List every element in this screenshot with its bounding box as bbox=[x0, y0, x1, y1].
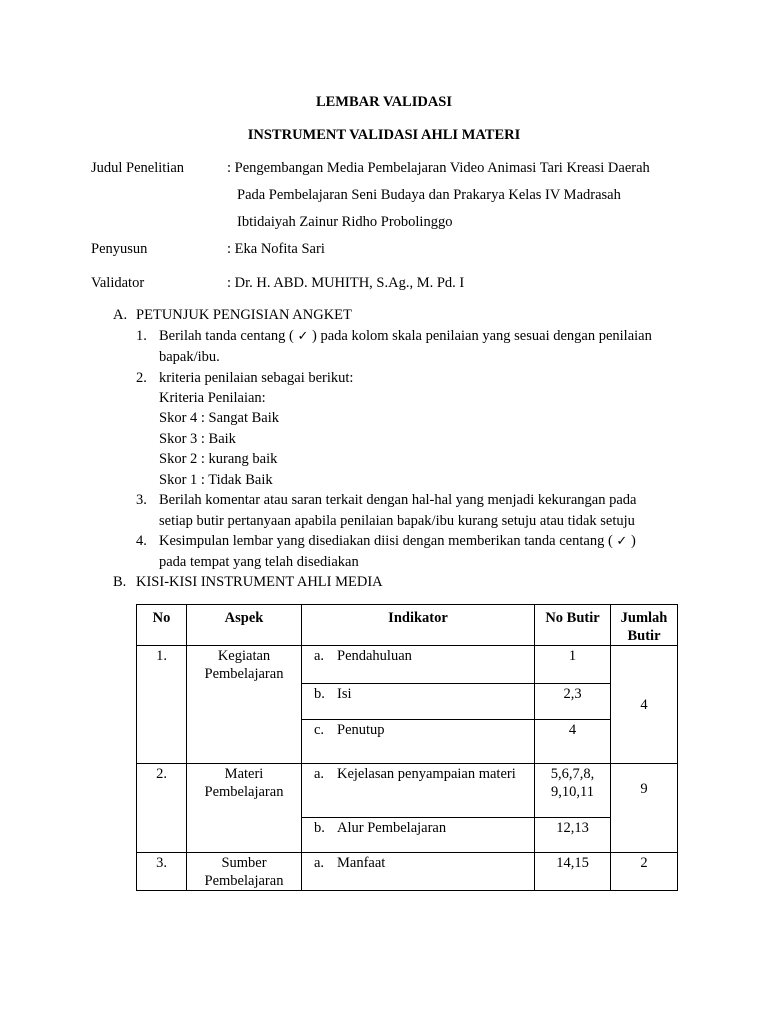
table-header-row bbox=[137, 605, 678, 646]
section-b-marker: B. bbox=[113, 574, 127, 590]
indikator-text: Kejelasan penyampaian materi bbox=[337, 766, 516, 782]
item-4-line-2: pada tempat yang telah disediakan bbox=[159, 554, 359, 570]
aspek-line-2: Pembelajaran bbox=[204, 784, 284, 800]
judul-label: Judul Penelitian bbox=[91, 160, 185, 176]
item-3-number: 3. bbox=[136, 492, 147, 508]
skor-1: Skor 1 : Tidak Baik bbox=[159, 472, 273, 488]
penyusun-label: Penyusun bbox=[91, 241, 148, 257]
checkmark-icon: ✓ bbox=[616, 534, 628, 549]
skor-4: Skor 4 : Sangat Baik bbox=[159, 410, 280, 426]
indikator-letter: a. bbox=[314, 766, 325, 782]
cell-no-butir bbox=[535, 764, 611, 818]
cell-indikator bbox=[302, 646, 535, 684]
table-row bbox=[137, 646, 678, 684]
document-title: LEMBAR VALIDASI bbox=[315, 94, 453, 110]
cell-indikator bbox=[302, 764, 535, 818]
cell-no-butir: 2,3 bbox=[535, 684, 611, 720]
item-4-line-1 bbox=[159, 533, 636, 550]
indikator-letter: b. bbox=[314, 686, 325, 702]
cell-no-butir: 12,13 bbox=[535, 818, 611, 853]
header-aspek: Aspek bbox=[187, 605, 302, 646]
header-jumlah-butir bbox=[611, 605, 678, 646]
aspek-line-2: Pembelajaran bbox=[204, 666, 284, 682]
indikator-text: Isi bbox=[337, 686, 352, 702]
aspek-line-1: Materi bbox=[224, 766, 264, 782]
cell-jumlah: 9 bbox=[611, 764, 678, 853]
item-1-text-after: ) pada kolom skala penilaian yang sesuai dengan penilaian bbox=[312, 328, 652, 344]
validator-value: : Dr. H. ABD. MUHITH, S.Ag., M. Pd. I bbox=[227, 275, 465, 291]
indikator-letter: c. bbox=[314, 722, 325, 738]
indikator-text: Pendahuluan bbox=[337, 648, 412, 664]
cell-aspek bbox=[187, 764, 302, 853]
butir-line-1: 5,6,7,8, bbox=[550, 766, 595, 782]
skor-3: Skor 3 : Baik bbox=[159, 431, 236, 447]
header-jumlah-line-1: Jumlah bbox=[620, 610, 668, 626]
item-3-line-1: Berilah komentar atau saran terkait dengan hal-hal yang menjadi kekurangan pada bbox=[159, 492, 637, 508]
kriteria-title: Kriteria Penilaian: bbox=[159, 390, 266, 406]
cell-no: 1. bbox=[137, 646, 187, 764]
cell-no: 3. bbox=[137, 853, 187, 891]
aspek-line-1: Sumber bbox=[221, 855, 267, 871]
skor-2: Skor 2 : kurang baik bbox=[159, 451, 278, 467]
indikator-letter: a. bbox=[314, 855, 325, 871]
item-1-text-before: Berilah tanda centang ( bbox=[159, 328, 294, 344]
butir-line-2: 9,10,11 bbox=[551, 784, 594, 800]
aspek-line-1: Kegiatan bbox=[217, 648, 271, 664]
header-indikator: Indikator bbox=[302, 605, 535, 646]
item-2-text: kriteria penilaian sebagai berikut: bbox=[159, 370, 354, 386]
judul-line-1: : Pengembangan Media Pembelajaran Video Animasi Tari Kreasi Daerah bbox=[227, 160, 650, 176]
item-4-number: 4. bbox=[136, 533, 147, 549]
item-2-number: 2. bbox=[136, 370, 147, 386]
cell-indikator bbox=[302, 684, 535, 720]
item-4-text-before: Kesimpulan lembar yang disediakan diisi dengan memberikan tanda centang ( bbox=[159, 533, 613, 549]
cell-indikator bbox=[302, 720, 535, 764]
indikator-text: Penutup bbox=[337, 722, 385, 738]
document-subtitle: INSTRUMENT VALIDASI AHLI MATERI bbox=[247, 127, 521, 143]
cell-aspek bbox=[187, 646, 302, 764]
cell-aspek bbox=[187, 853, 302, 891]
cell-indikator bbox=[302, 853, 535, 891]
section-a-marker: A. bbox=[113, 307, 128, 323]
cell-jumlah: 2 bbox=[611, 853, 678, 891]
header-no: No bbox=[137, 605, 187, 646]
section-a-heading: PETUNJUK PENGISIAN ANGKET bbox=[136, 307, 352, 323]
cell-jumlah: 4 bbox=[611, 646, 678, 764]
header-no-butir: No Butir bbox=[535, 605, 611, 646]
indikator-text: Alur Pembelajaran bbox=[337, 820, 447, 836]
indikator-letter: b. bbox=[314, 820, 325, 836]
cell-no-butir: 14,15 bbox=[535, 853, 611, 891]
section-b-heading: KISI-KISI INSTRUMENT AHLI MEDIA bbox=[136, 574, 383, 590]
aspek-line-2: Pembelajaran bbox=[204, 873, 284, 889]
checkmark-icon: ✓ bbox=[297, 329, 309, 344]
indikator-letter: a. bbox=[314, 648, 325, 664]
item-3-line-2: setiap butir pertanyaan apabila penilaian bapak/ibu kurang setuju atau tidak setuju bbox=[159, 513, 635, 529]
item-1-number: 1. bbox=[136, 328, 147, 344]
item-4-text-after: ) bbox=[630, 533, 636, 549]
penyusun-value: : Eka Nofita Sari bbox=[227, 241, 325, 257]
cell-no: 2. bbox=[137, 764, 187, 853]
cell-no-butir: 1 bbox=[535, 646, 611, 684]
judul-line-3: Ibtidaiyah Zainur Ridho Probolinggo bbox=[237, 214, 453, 230]
indikator-text: Manfaat bbox=[337, 855, 386, 871]
table-row bbox=[137, 853, 678, 891]
item-1-line-1 bbox=[159, 328, 652, 345]
header-jumlah-line-2: Butir bbox=[627, 628, 661, 644]
judul-line-2: Pada Pembelajaran Seni Budaya dan Prakarya Kelas IV Madrasah bbox=[237, 187, 621, 203]
kisi-kisi-table bbox=[136, 604, 678, 891]
table-row bbox=[137, 764, 678, 818]
validator-label: Validator bbox=[91, 275, 145, 291]
item-1-line-2: bapak/ibu. bbox=[159, 349, 220, 365]
cell-no-butir: 4 bbox=[535, 720, 611, 764]
cell-indikator bbox=[302, 818, 535, 853]
